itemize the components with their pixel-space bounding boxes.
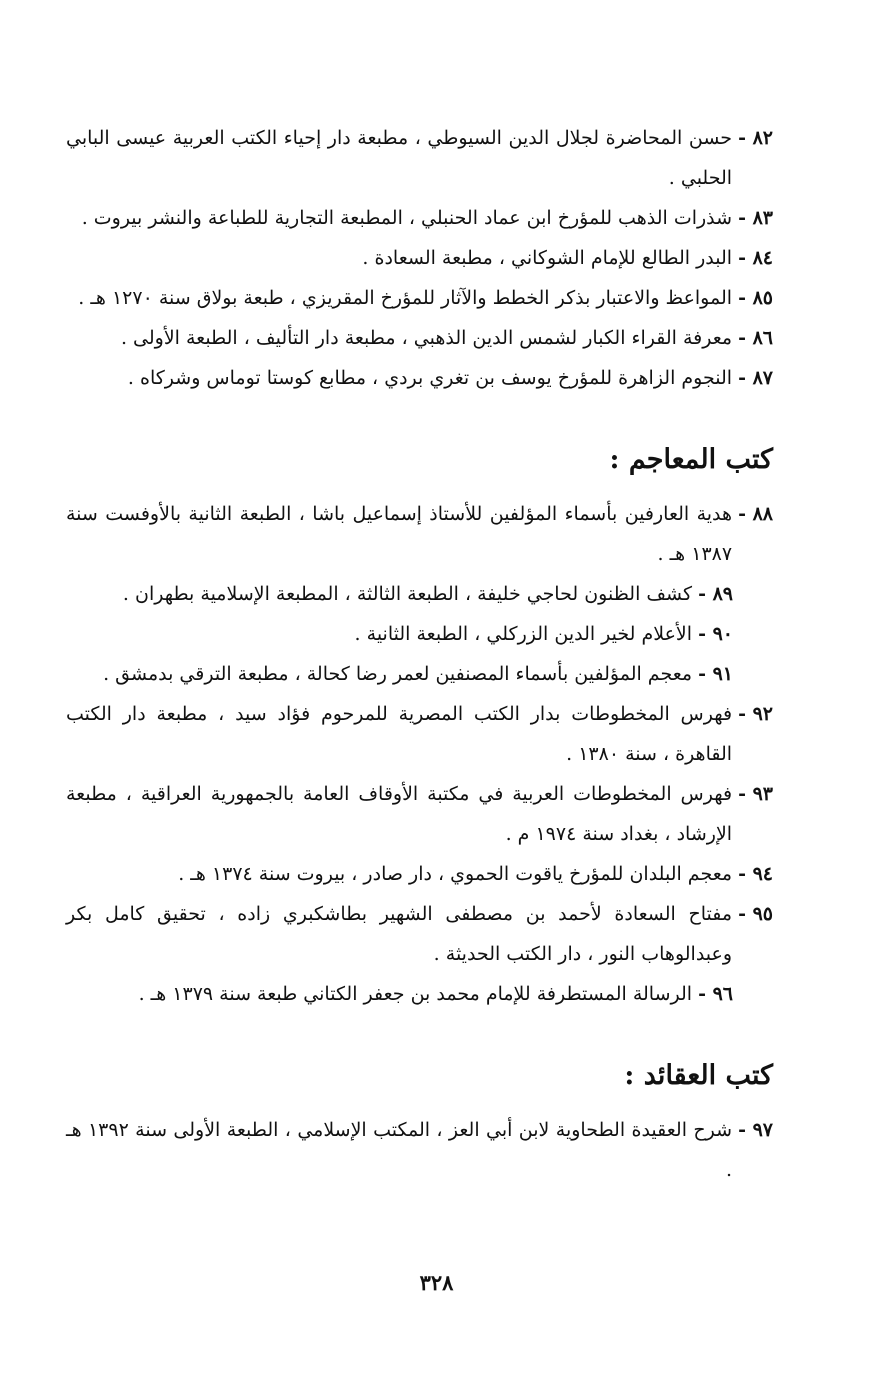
bibliography-body: [66, 118, 773, 1190]
bibliography-entry: [66, 1110, 773, 1190]
entry-text: فهرس المخطوطات بدار الكتب المصرية للمرحوم فؤاد سيد ، مطبعة دار الكتب القاهرة ، سنة ١٣٨٠ .: [66, 703, 733, 765]
entry-text: مفتاح السعادة لأحمد بن مصطفى الشهير بطاشكبري زاده ، تحقيق كامل بكر وعبدالوهاب النور ، دار الكتب الحديثة .: [66, 903, 733, 965]
entry-number: ٨٥ -: [738, 287, 773, 309]
entry-text: فهرس المخطوطات العربية في مكتبة الأوقاف العامة بالجمهورية العراقية ، مطبعة الإرشاد ، بغداد سنة ١٩٧٤ م .: [66, 783, 733, 845]
bibliography-entry: [66, 974, 773, 1014]
bibliography-entry: [66, 854, 773, 894]
entry-number: ٨٩ -: [698, 583, 733, 605]
entry-text: شذرات الذهب للمؤرخ ابن عماد الحنبلي ، المطبعة التجارية للطباعة والنشر بيروت .: [81, 207, 733, 229]
bibliography-entry: [66, 894, 773, 974]
bibliography-entry: [66, 318, 773, 358]
entry-text: كشف الظنون لحاجي خليفة ، الطبعة الثالثة ، المطبعة الإسلامية بطهران .: [122, 583, 693, 605]
bibliography-entry: [66, 774, 773, 854]
entry-text: هدية العارفين بأسماء المؤلفين للأستاذ إسماعيل باشا ، الطبعة الثانية بالأوفست سنة ١٣٨٧ هـ .: [66, 503, 733, 565]
entry-number: ٩١ -: [698, 663, 733, 685]
bibliography-entry: [66, 574, 773, 614]
entry-number: ٩٥ -: [738, 903, 773, 925]
entry-text: شرح العقيدة الطحاوية لابن أبي العز ، المكتب الإسلامي ، الطبعة الأولى سنة ١٣٩٢ هـ .: [66, 1119, 733, 1181]
bibliography-section: [66, 1054, 773, 1190]
entry-text: معجم المؤلفين بأسماء المصنفين لعمر رضا كحالة ، مطبعة الترقي بدمشق .: [103, 663, 693, 685]
bibliography-entry: [66, 494, 773, 574]
entry-number: ٨٦ -: [738, 327, 773, 349]
bibliography-entry: [66, 278, 773, 318]
bibliography-entry: [66, 614, 773, 654]
bibliography-entry: [66, 654, 773, 694]
entry-number: ٩٢ -: [738, 703, 773, 725]
bibliography-entry: [66, 198, 773, 238]
entry-text: حسن المحاضرة لجلال الدين السيوطي ، مطبعة دار إحياء الكتب العربية عيسى البابي الحلبي .: [66, 127, 733, 189]
entry-number: ٩٦ -: [698, 983, 733, 1005]
bibliography-section: [66, 438, 773, 1014]
entry-text: البدر الطالع للإمام الشوكاني ، مطبعة السعادة .: [362, 247, 733, 269]
section-title: كتب العقائد :: [624, 1060, 773, 1091]
entry-text: الأعلام لخير الدين الزركلي ، الطبعة الثانية .: [354, 623, 693, 645]
entry-number: ٨٨ -: [738, 503, 773, 525]
bibliography-entry: [66, 238, 773, 278]
entry-number: ٨٧ -: [738, 367, 773, 389]
entry-number: ٩٠ -: [698, 623, 733, 645]
entry-text: الرسالة المستطرفة للإمام محمد بن جعفر الكتاني طبعة سنة ١٣٧٩ هـ .: [138, 983, 693, 1005]
entry-text: النجوم الزاهرة للمؤرخ يوسف بن تغري بردي ، مطابع كوستا توماس وشركاه .: [127, 367, 733, 389]
entry-number: ٨٤ -: [738, 247, 773, 269]
entry-text: المواعظ والاعتبار بذكر الخطط والآثار للمؤرخ المقريزي ، طبعة بولاق سنة ١٢٧٠ هـ .: [78, 287, 733, 309]
bibliography-entry: [66, 118, 773, 198]
page-number: ٣٢٨: [419, 1270, 454, 1295]
entry-number: ٨٢ -: [738, 127, 773, 149]
entry-text: معرفة القراء الكبار لشمس الدين الذهبي ، مطبعة دار التأليف ، الطبعة الأولى .: [120, 327, 733, 349]
entry-number: ٩٧ -: [738, 1119, 773, 1141]
bibliography-entry: [66, 694, 773, 774]
bibliography-section: [66, 118, 773, 398]
entry-number: ٩٣ -: [738, 783, 773, 805]
entry-number: ٨٣ -: [738, 207, 773, 229]
entry-number: ٩٤ -: [738, 863, 773, 885]
section-title: كتب المعاجم :: [609, 444, 773, 475]
bibliography-entry: [66, 358, 773, 398]
entry-text: معجم البلدان للمؤرخ ياقوت الحموي ، دار صادر ، بيروت سنة ١٣٧٤ هـ .: [178, 863, 733, 885]
